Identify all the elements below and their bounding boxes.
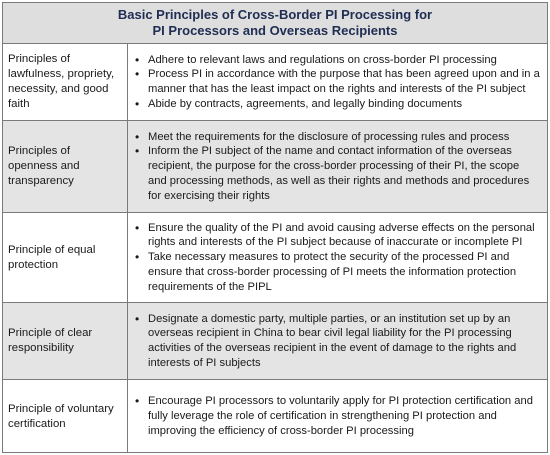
- principle-points: [128, 121, 547, 212]
- principle-points: [128, 213, 547, 302]
- list-item: • Ensure the quality of the PI and avoid causing adverse effects on the personal rights and interests of the PI subject because of inaccurate or incomplete PI: [132, 221, 541, 250]
- table-row-openness: [3, 121, 547, 213]
- list-item: • Process PI in accordance with the purpose that has been agreed upon and in a manner that has the least impact on the rights and interests of the PI subject: [132, 67, 541, 96]
- table-row-clear-responsibility: [3, 303, 547, 380]
- principle-label: Principles of lawfulness, propriety, necessity, and good faith: [3, 44, 128, 120]
- table-row-equal-protection: [3, 213, 547, 303]
- list-item: • Meet the requirements for the disclosure of processing rules and process: [132, 130, 541, 145]
- principle-points: [128, 303, 547, 379]
- principle-points: [128, 44, 547, 120]
- principle-points: [128, 380, 547, 453]
- principle-label: Principles of openness and transparency: [3, 121, 128, 212]
- table-row-voluntary-certification: [3, 380, 547, 453]
- table-title: [3, 3, 547, 44]
- principle-label: Principle of equal protection: [3, 213, 128, 302]
- list-item: • Designate a domestic party, multiple parties, or an institution set up by an overseas recipient in China to bear civil legal liability for the PI processing activities of the overseas recipient in the event of damage to the rights and interests of PI subjects: [132, 312, 541, 371]
- list-item: • Inform the PI subject of the name and contact information of the overseas recipient, the purpose for the cross-border processing of their PI, the scope and processing methods, as well as their rights and methods and procedures for exercising their rights: [132, 144, 541, 203]
- principle-label: Principle of clear responsibility: [3, 303, 128, 379]
- list-item: • Abide by contracts, agreements, and legally binding documents: [132, 97, 541, 112]
- table-title-line-2: PI Processors and Overseas Recipients: [152, 23, 398, 38]
- list-item: • Adhere to relevant laws and regulations on cross-border PI processing: [132, 53, 541, 68]
- list-item: • Encourage PI processors to voluntarily apply for PI protection certification and fully leverage the role of certification in strengthening PI protection and improving the efficiency of cross-border PI processing: [132, 394, 541, 438]
- table-row-lawfulness: [3, 44, 547, 121]
- principles-table: [2, 2, 548, 453]
- principle-label: Principle of voluntary certification: [3, 380, 128, 453]
- list-item: • Take necessary measures to protect the security of the processed PI and ensure that cross-border processing of PI meets the information protection requirements of the PIPL: [132, 250, 541, 294]
- table-title-line-1: Basic Principles of Cross-Border PI Processing for: [117, 7, 433, 22]
